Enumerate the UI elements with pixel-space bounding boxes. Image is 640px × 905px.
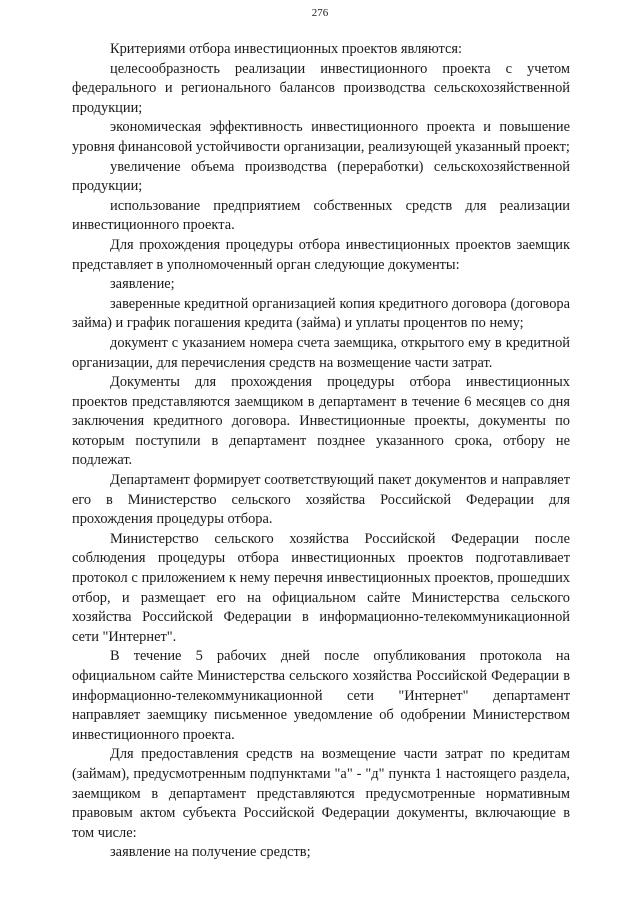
paragraph-document-loan-copy: заверенные кредитной организацией копия кредитного договора (договора займа) и график погашения кредита (займа) и уплаты процентов по нему; [72,295,570,332]
paragraph-notification: В течение 5 рабочих дней после опубликования протокола на официальном сайте Министерства сельского хозяйства Российской Федерации в информационно-телекоммуникационной сети "Интернет" департамент направляет заемщику письменное уведомление об одобрении Министерством инвестиционного проекта. [72,648,570,743]
paragraph-criterion-volume: увеличение объема производства (переработки) сельскохозяйственной продукции; [72,158,570,195]
paragraph-funds-application: заявление на получение средств; [110,844,311,861]
paragraph-department-package: Департамент формирует соответствующий пакет документов и направляет его в Министерство сельского хозяйства Российской Федерации для прохождения процедуры отбора. [72,472,570,528]
paragraph-submission-deadline: Документы для прохождения процедуры отбора инвестиционных проектов представляются заемщиком в департамент в течение 6 месяцев со дня заключения кредитного договора. Инвестиционные проекты, документы по которым поступили в департамент позднее указанного срока, отбору не подлежат. [72,374,570,469]
document-body [72,40,570,863]
paragraph-criterion-efficiency: экономическая эффективность инвестиционного проекта и повышение уровня финансовой устойчивости организации, реализующей указанный проект; [72,119,570,155]
paragraph-document-account: документ с указанием номера счета заемщика, открытого ему в кредитной организации, для перечисления средств на возмещение части затрат. [72,334,570,371]
paragraph-funds-documents: Для предоставления средств на возмещение части затрат по кредитам (займам), предусмотренным подпунктами "а" - "д" пункта 1 настоящего раздела, заемщиком в департамент представляются предусмотренные нормативным правовым актом субъекта Российской Федерации документы, включающие в том числе: [72,746,570,841]
paragraph-criteria-intro: Критериями отбора инвестиционных проектов являются: [110,41,462,57]
paragraph-document-application: заявление; [110,276,175,293]
paragraph-criterion-feasibility: целесообразность реализации инвестиционного проекта с учетом федерального и регионального балансов производства сельскохозяйственной продукции; [72,60,570,116]
paragraph-ministry-protocol: Министерство сельского хозяйства Российской Федерации после соблюдения процедуры отбора инвестиционных проектов подготавливает протокол с приложением к нему перечня инвестиционных проектов, прошедших отбор, и размещает его на официальном сайте Министерства сельского хозяйства Российской Федерации в информационно-телекоммуникационной сети "Интернет". [72,530,570,645]
page-number: 276 [311,7,329,19]
paragraph-documents-intro: Для прохождения процедуры отбора инвестиционных проектов заемщик представляет в уполномоченный орган следующие документы: [72,236,570,273]
paragraph-criterion-own-funds: использование предприятием собственных средств для реализации инвестиционного проекта. [72,197,570,234]
